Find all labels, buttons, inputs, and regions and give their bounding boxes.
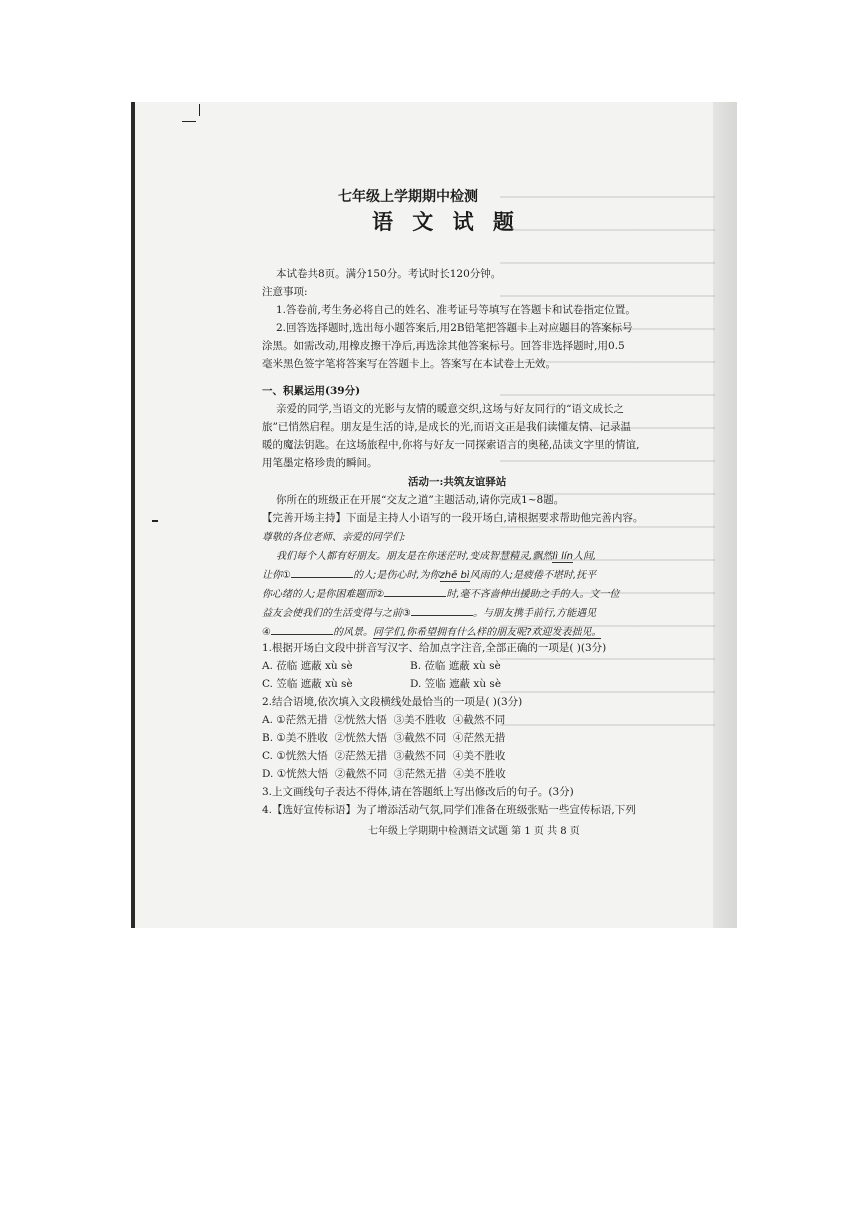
scan-mark: [182, 121, 196, 122]
exam-subtitle: 语 文 试 题: [372, 209, 520, 234]
blank-1: [291, 568, 353, 578]
q1-option-a: A. 莅临 遮蔽 xù sè: [262, 660, 353, 672]
q1-option-d: D. 笠临 遮蔽 xù sè: [410, 678, 502, 690]
note-line: 1.答卷前,考生务必将自己的姓名、准考证号等填写在答题卡和试卷指定位置。: [276, 304, 636, 316]
handwritten-line: ④ 的风景。同学们,你希望拥有什么样的朋友呢?欢迎发表拙见。: [262, 627, 602, 638]
section-heading: 一、积累运用(39分): [262, 385, 361, 397]
bleed-through-text: [500, 180, 715, 740]
scan-mark: [152, 520, 158, 522]
blank-4: [271, 625, 333, 635]
scan-edge-shadow: [131, 102, 135, 928]
q2-option-b: B. ①美不胜收 ②恍然大悟 ③截然不同 ④茫然无措: [262, 732, 506, 744]
q1-option-c: C. 笠临 遮蔽 xù sè: [262, 678, 353, 690]
note-line: 毫米黑色签字笔将答案写在答题卡上。答案写在本试卷上无效。: [262, 358, 556, 370]
scan-edge-right: [713, 102, 737, 928]
note-line: 2.回答选择题时,选出每小题答案后,用2B铅笔把答题卡上对应题目的答案标号: [276, 322, 633, 334]
task-instruction: 【完善开场主持】下面是主持人小语写的一段开场白,请根据要求帮助他完善内容。: [262, 512, 644, 524]
handwritten-line: 你心绪的人;是你困难题而② 时,毫不吝啬伸出援助之手的人。文一位: [262, 589, 620, 600]
question-3: 3.上文画线句子表达不得体,请在答题纸上写出修改后的句子。(3分): [262, 786, 574, 798]
exam-intro: 本试卷共8页。满分150分。考试时长120分钟。: [276, 268, 502, 280]
section-text: 暖的魔法钥匙。在这场旅程中,你将与好友一同探索语言的奥秘,品读文字里的情谊,: [262, 439, 640, 451]
question-1: 1.根据开场白文段中拼音写汉字、给加点字注音,全部正确的一项是( )(3分): [262, 642, 607, 654]
blank-2: [384, 587, 446, 597]
handwritten-line: 益友会使我们的生活变得与之前③ 。与朋友携手前行,方能遇见: [262, 608, 597, 619]
q2-option-a: A. ①茫然无措 ②恍然大悟 ③美不胜收 ④截然不同: [262, 714, 506, 726]
q1-option-b: B. 莅临 遮蔽 xù sè: [410, 660, 501, 672]
note-line: 涂黑。如需改动,用橡皮擦干净后,再选涂其他答案标号。回答非选择题时,用0.5: [262, 340, 625, 352]
handwritten-line: 让你① 的人;是伤心时,为你zhē bì风雨的人;是疲倦不堪时,抚平: [262, 570, 597, 581]
handwritten-line: 尊敬的各位老师、亲爱的同学们:: [262, 532, 406, 543]
section-text: 亲爱的同学,当语文的光影与友情的暖意交织,这场与好友同行的“语文成长之: [276, 403, 625, 415]
underlined-sentence: 同学们,你希望拥有什么样的朋友呢?欢迎发表拙见。: [372, 627, 602, 638]
q2-option-d: D. ①恍然大悟 ②截然不同 ③茫然无措 ④美不胜收: [262, 768, 506, 780]
pinyin-lilin: lì lín: [552, 551, 573, 562]
scan-mark: [199, 104, 200, 116]
question-2: 2.结合语境,依次填入文段横线处最恰当的一项是( )(3分): [262, 696, 523, 708]
exam-title: 七年级上学期期中检测: [338, 189, 478, 205]
section-text: 旅”已悄然启程。朋友是生活的诗,是成长的光,而语文正是我们读懂友情、记录温: [262, 421, 632, 433]
page-footer: 七年级上学期期中检测语文试题 第 1 页 共 8 页: [368, 826, 580, 837]
q2-option-c: C. ①恍然大悟 ②茫然无措 ③截然不同 ④美不胜收: [262, 750, 506, 762]
activity-intro: 你所在的班级正在开展“交友之道”主题活动,请你完成1~8题。: [276, 494, 565, 506]
notes-heading: 注意事项:: [262, 286, 308, 298]
activity-heading: 活动一:共筑友谊驿站: [408, 476, 507, 488]
blank-3: [411, 606, 473, 616]
handwritten-line: 我们每个人都有好朋友。朋友是在你迷茫时,变成智慧精灵,飘然lì lín人间,: [276, 551, 597, 562]
section-text: 用笔墨定格珍贵的瞬间。: [262, 457, 378, 469]
pinyin-zhebi: zhē bì: [439, 570, 470, 581]
question-4: 4.【选好宣传标语】为了增添活动气氛,同学们准备在班级张贴一些宣传标语,下列: [262, 804, 636, 816]
